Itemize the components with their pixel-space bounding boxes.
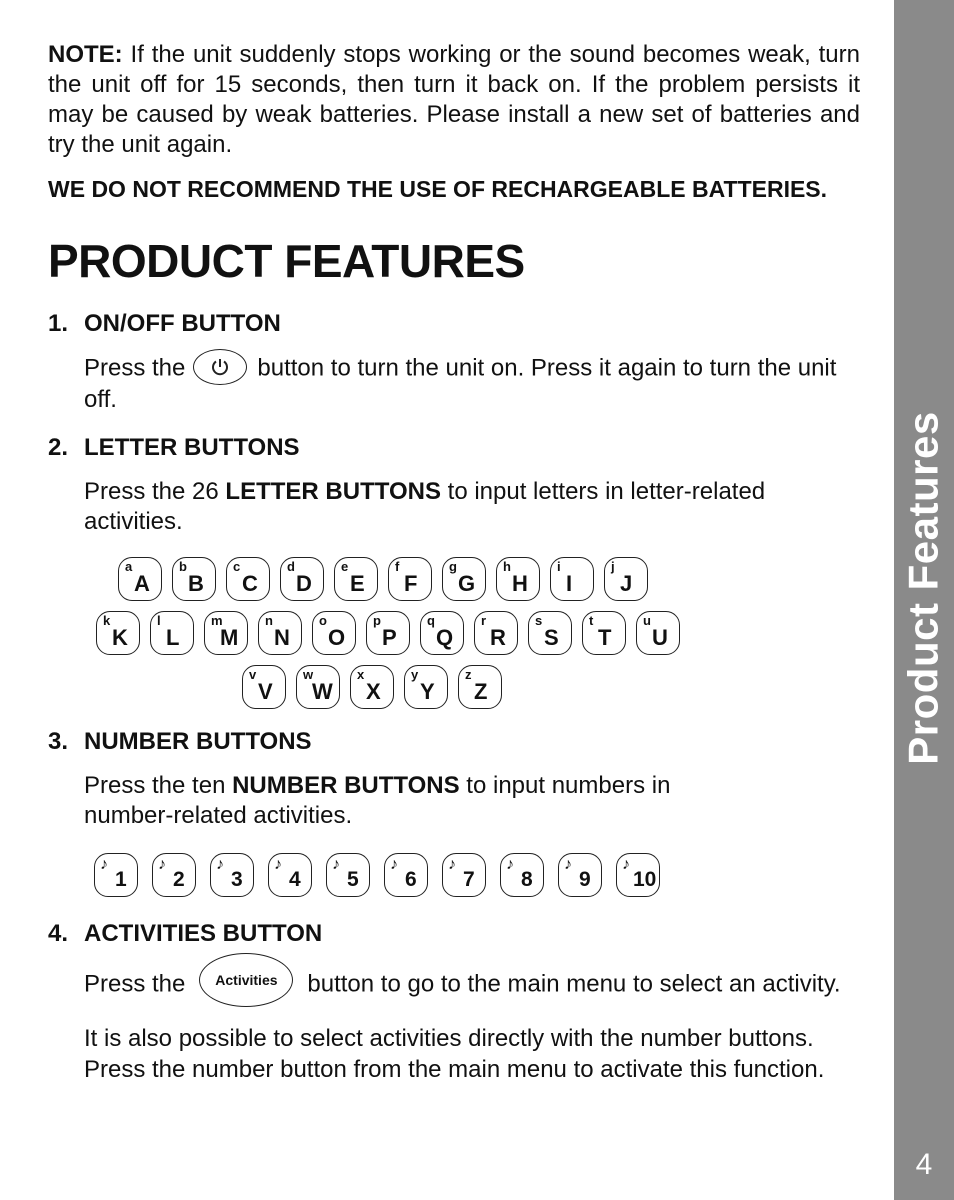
feature-item-on-off bbox=[48, 309, 860, 415]
letter-key bbox=[496, 557, 540, 601]
number-key-digit: 7 bbox=[463, 868, 475, 891]
letter-key-uppercase: U bbox=[652, 625, 668, 650]
letter-keys-illustration bbox=[48, 557, 860, 709]
number-key bbox=[94, 853, 138, 897]
description-bold: NUMBER BUTTONS bbox=[232, 772, 460, 799]
number-key-digit: 10 bbox=[633, 868, 657, 891]
letter-key-lowercase: g bbox=[449, 559, 457, 574]
letter-key-lowercase: y bbox=[411, 667, 419, 682]
letter-key bbox=[474, 611, 518, 655]
item-title: LETTER BUTTONS bbox=[84, 434, 300, 461]
activities-button-illustration: Activities bbox=[199, 953, 293, 1007]
number-key bbox=[268, 853, 312, 897]
section-heading: PRODUCT FEATURES bbox=[48, 235, 525, 287]
description-text: Press the bbox=[84, 354, 186, 382]
letter-key-lowercase: u bbox=[643, 613, 651, 628]
number-key bbox=[500, 853, 544, 897]
letter-key-uppercase: C bbox=[242, 571, 258, 596]
music-note-icon: ♪ bbox=[622, 856, 630, 873]
music-note-icon: ♪ bbox=[506, 856, 514, 873]
number-key bbox=[210, 853, 254, 897]
item-number: 1. bbox=[48, 310, 69, 337]
music-note-icon: ♪ bbox=[274, 856, 282, 873]
letter-key-lowercase: l bbox=[157, 613, 161, 628]
letter-key-uppercase: I bbox=[566, 571, 573, 596]
item-description bbox=[84, 963, 860, 1007]
letter-key-lowercase: c bbox=[233, 559, 241, 574]
letter-key-lowercase: n bbox=[265, 613, 273, 628]
letter-key-uppercase: K bbox=[112, 625, 128, 650]
letter-key-uppercase: X bbox=[366, 679, 381, 704]
number-key-digit: 5 bbox=[347, 868, 359, 891]
number-key bbox=[152, 853, 196, 897]
number-key-digit: 9 bbox=[579, 868, 591, 891]
letter-key-lowercase: s bbox=[535, 613, 543, 628]
item-number: 3. bbox=[48, 728, 69, 755]
feature-title-row bbox=[48, 919, 860, 949]
item-title: ACTIVITIES BUTTON bbox=[84, 920, 323, 947]
music-note-icon: ♪ bbox=[100, 856, 108, 873]
letter-key bbox=[550, 557, 594, 601]
letter-key-uppercase: Z bbox=[474, 679, 488, 704]
number-key bbox=[442, 853, 486, 897]
letter-key-uppercase: Q bbox=[436, 625, 454, 650]
letter-key bbox=[388, 557, 432, 601]
letter-key bbox=[150, 611, 194, 655]
letter-key-lowercase: v bbox=[249, 667, 257, 682]
letter-key-uppercase: Y bbox=[420, 679, 435, 704]
letter-key-lowercase: d bbox=[287, 559, 295, 574]
letter-key-uppercase: D bbox=[296, 571, 312, 596]
letter-key bbox=[312, 611, 356, 655]
letter-key bbox=[296, 665, 340, 709]
letter-key-uppercase: R bbox=[490, 625, 506, 650]
number-key bbox=[326, 853, 370, 897]
item-description bbox=[84, 771, 744, 831]
item-number: 4. bbox=[48, 920, 69, 947]
letter-key-uppercase: A bbox=[134, 571, 150, 596]
letter-key-row bbox=[242, 665, 860, 709]
number-key-digit: 4 bbox=[289, 868, 301, 891]
description-bold: LETTER BUTTONS bbox=[225, 478, 441, 505]
letter-key-uppercase: P bbox=[382, 625, 397, 650]
note-paragraph bbox=[48, 40, 860, 160]
feature-title-row bbox=[48, 433, 860, 463]
letter-key bbox=[366, 611, 410, 655]
letter-key bbox=[582, 611, 626, 655]
music-note-icon: ♪ bbox=[216, 856, 224, 873]
music-note-icon: ♪ bbox=[448, 856, 456, 873]
letter-key bbox=[528, 611, 572, 655]
power-button-illustration bbox=[193, 349, 247, 385]
side-tab-title bbox=[894, 405, 954, 770]
page-content bbox=[48, 40, 860, 1085]
description-text: to input letters in letter-related activities. bbox=[84, 478, 766, 535]
music-note-icon: ♪ bbox=[332, 856, 340, 873]
number-key-digit: 6 bbox=[405, 868, 417, 891]
letter-key-uppercase: H bbox=[512, 571, 528, 596]
letter-key-lowercase: f bbox=[395, 559, 400, 574]
letter-key bbox=[458, 665, 502, 709]
letter-key-uppercase: G bbox=[458, 571, 476, 596]
description-text: Press the 26 bbox=[84, 478, 226, 505]
letter-key bbox=[334, 557, 378, 601]
item-description-2: It is also possible to select activities directly with the number buttons. Press the number button from the main menu to activate this function. bbox=[84, 1025, 825, 1083]
description-text: to input numbers in number-related activities. bbox=[84, 772, 671, 829]
letter-key-uppercase: T bbox=[598, 625, 612, 650]
letter-key bbox=[118, 557, 162, 601]
letter-key bbox=[350, 665, 394, 709]
number-key-digit: 1 bbox=[115, 868, 127, 891]
music-note-icon: ♪ bbox=[158, 856, 166, 873]
feature-title-row bbox=[48, 309, 860, 339]
item-description bbox=[84, 477, 860, 537]
side-tab bbox=[894, 0, 954, 1200]
letter-key bbox=[442, 557, 486, 601]
letter-key-lowercase: w bbox=[303, 667, 314, 682]
music-note-icon: ♪ bbox=[564, 856, 572, 873]
music-note-icon: ♪ bbox=[390, 856, 398, 873]
letter-key-lowercase: k bbox=[103, 613, 111, 628]
letter-key-uppercase: B bbox=[188, 571, 204, 596]
letter-key-lowercase: b bbox=[179, 559, 187, 574]
letter-key-lowercase: m bbox=[211, 613, 223, 628]
description-text: button to turn the unit on. Press it again to turn the unit off. bbox=[84, 354, 837, 413]
description-text: button to go to the main menu to select an activity. bbox=[307, 970, 841, 998]
letter-key bbox=[172, 557, 216, 601]
feature-title-row bbox=[48, 727, 860, 757]
description-text: Press the ten bbox=[84, 772, 233, 799]
number-key bbox=[616, 853, 660, 897]
letter-key-lowercase: x bbox=[357, 667, 365, 682]
number-keys-illustration bbox=[94, 853, 860, 897]
letter-key bbox=[242, 665, 286, 709]
item-description bbox=[84, 353, 860, 415]
number-key bbox=[558, 853, 602, 897]
letter-key-uppercase: M bbox=[220, 625, 239, 650]
power-icon bbox=[210, 357, 230, 377]
feature-item-letters bbox=[48, 433, 860, 709]
letter-key-lowercase: j bbox=[611, 559, 615, 574]
letter-key-lowercase: i bbox=[557, 559, 561, 574]
letter-key-uppercase: O bbox=[328, 625, 346, 650]
feature-item-numbers bbox=[48, 727, 860, 897]
letter-key-uppercase: W bbox=[312, 679, 333, 704]
letter-key-row bbox=[96, 611, 860, 655]
letter-key-uppercase: N bbox=[274, 625, 290, 650]
number-key-digit: 2 bbox=[173, 868, 185, 891]
letter-key-row bbox=[118, 557, 860, 601]
letter-key-lowercase: t bbox=[589, 613, 594, 628]
letter-key-uppercase: V bbox=[258, 679, 273, 704]
letter-key-lowercase: p bbox=[373, 613, 381, 628]
letter-key-lowercase: h bbox=[503, 559, 511, 574]
letter-key bbox=[258, 611, 302, 655]
letter-key-uppercase: E bbox=[350, 571, 365, 596]
number-key bbox=[384, 853, 428, 897]
item-title: ON/OFF BUTTON bbox=[84, 310, 281, 337]
description-text: Press the bbox=[84, 970, 186, 998]
letter-key-uppercase: S bbox=[544, 625, 559, 650]
letter-key bbox=[226, 557, 270, 601]
item-title: NUMBER BUTTONS bbox=[84, 728, 312, 755]
letter-key-lowercase: a bbox=[125, 559, 133, 574]
note-label: NOTE: bbox=[48, 41, 123, 68]
letter-key bbox=[280, 557, 324, 601]
feature-item-activities bbox=[48, 919, 860, 1085]
battery-warning: WE DO NOT RECOMMEND THE USE OF RECHARGEABLE BATTERIES. bbox=[48, 176, 828, 202]
item-number: 2. bbox=[48, 434, 69, 461]
letter-key-lowercase: q bbox=[427, 613, 435, 628]
letter-key bbox=[636, 611, 680, 655]
side-tab-title-text: Product Features bbox=[900, 410, 948, 765]
letter-key bbox=[604, 557, 648, 601]
letter-key bbox=[420, 611, 464, 655]
letter-key-uppercase: L bbox=[166, 625, 180, 650]
letter-key-lowercase: o bbox=[319, 613, 327, 628]
page-number: 4 bbox=[915, 1148, 933, 1181]
letter-key-uppercase: J bbox=[620, 571, 633, 596]
letter-key bbox=[204, 611, 248, 655]
letter-key-lowercase: e bbox=[341, 559, 349, 574]
letter-key-lowercase: z bbox=[465, 667, 472, 682]
letter-key bbox=[96, 611, 140, 655]
number-key-digit: 8 bbox=[521, 868, 533, 891]
letter-key-uppercase: F bbox=[404, 571, 418, 596]
letter-key-lowercase: r bbox=[481, 613, 487, 628]
number-key-digit: 3 bbox=[231, 868, 243, 891]
letter-key bbox=[404, 665, 448, 709]
note-text: If the unit suddenly stops working or the sound becomes weak, turn the unit off for 15 seconds, then turn it back on. If the problem persists it may be caused by weak batteries. Please install a new set of batteries and try the unit again. bbox=[48, 41, 860, 158]
